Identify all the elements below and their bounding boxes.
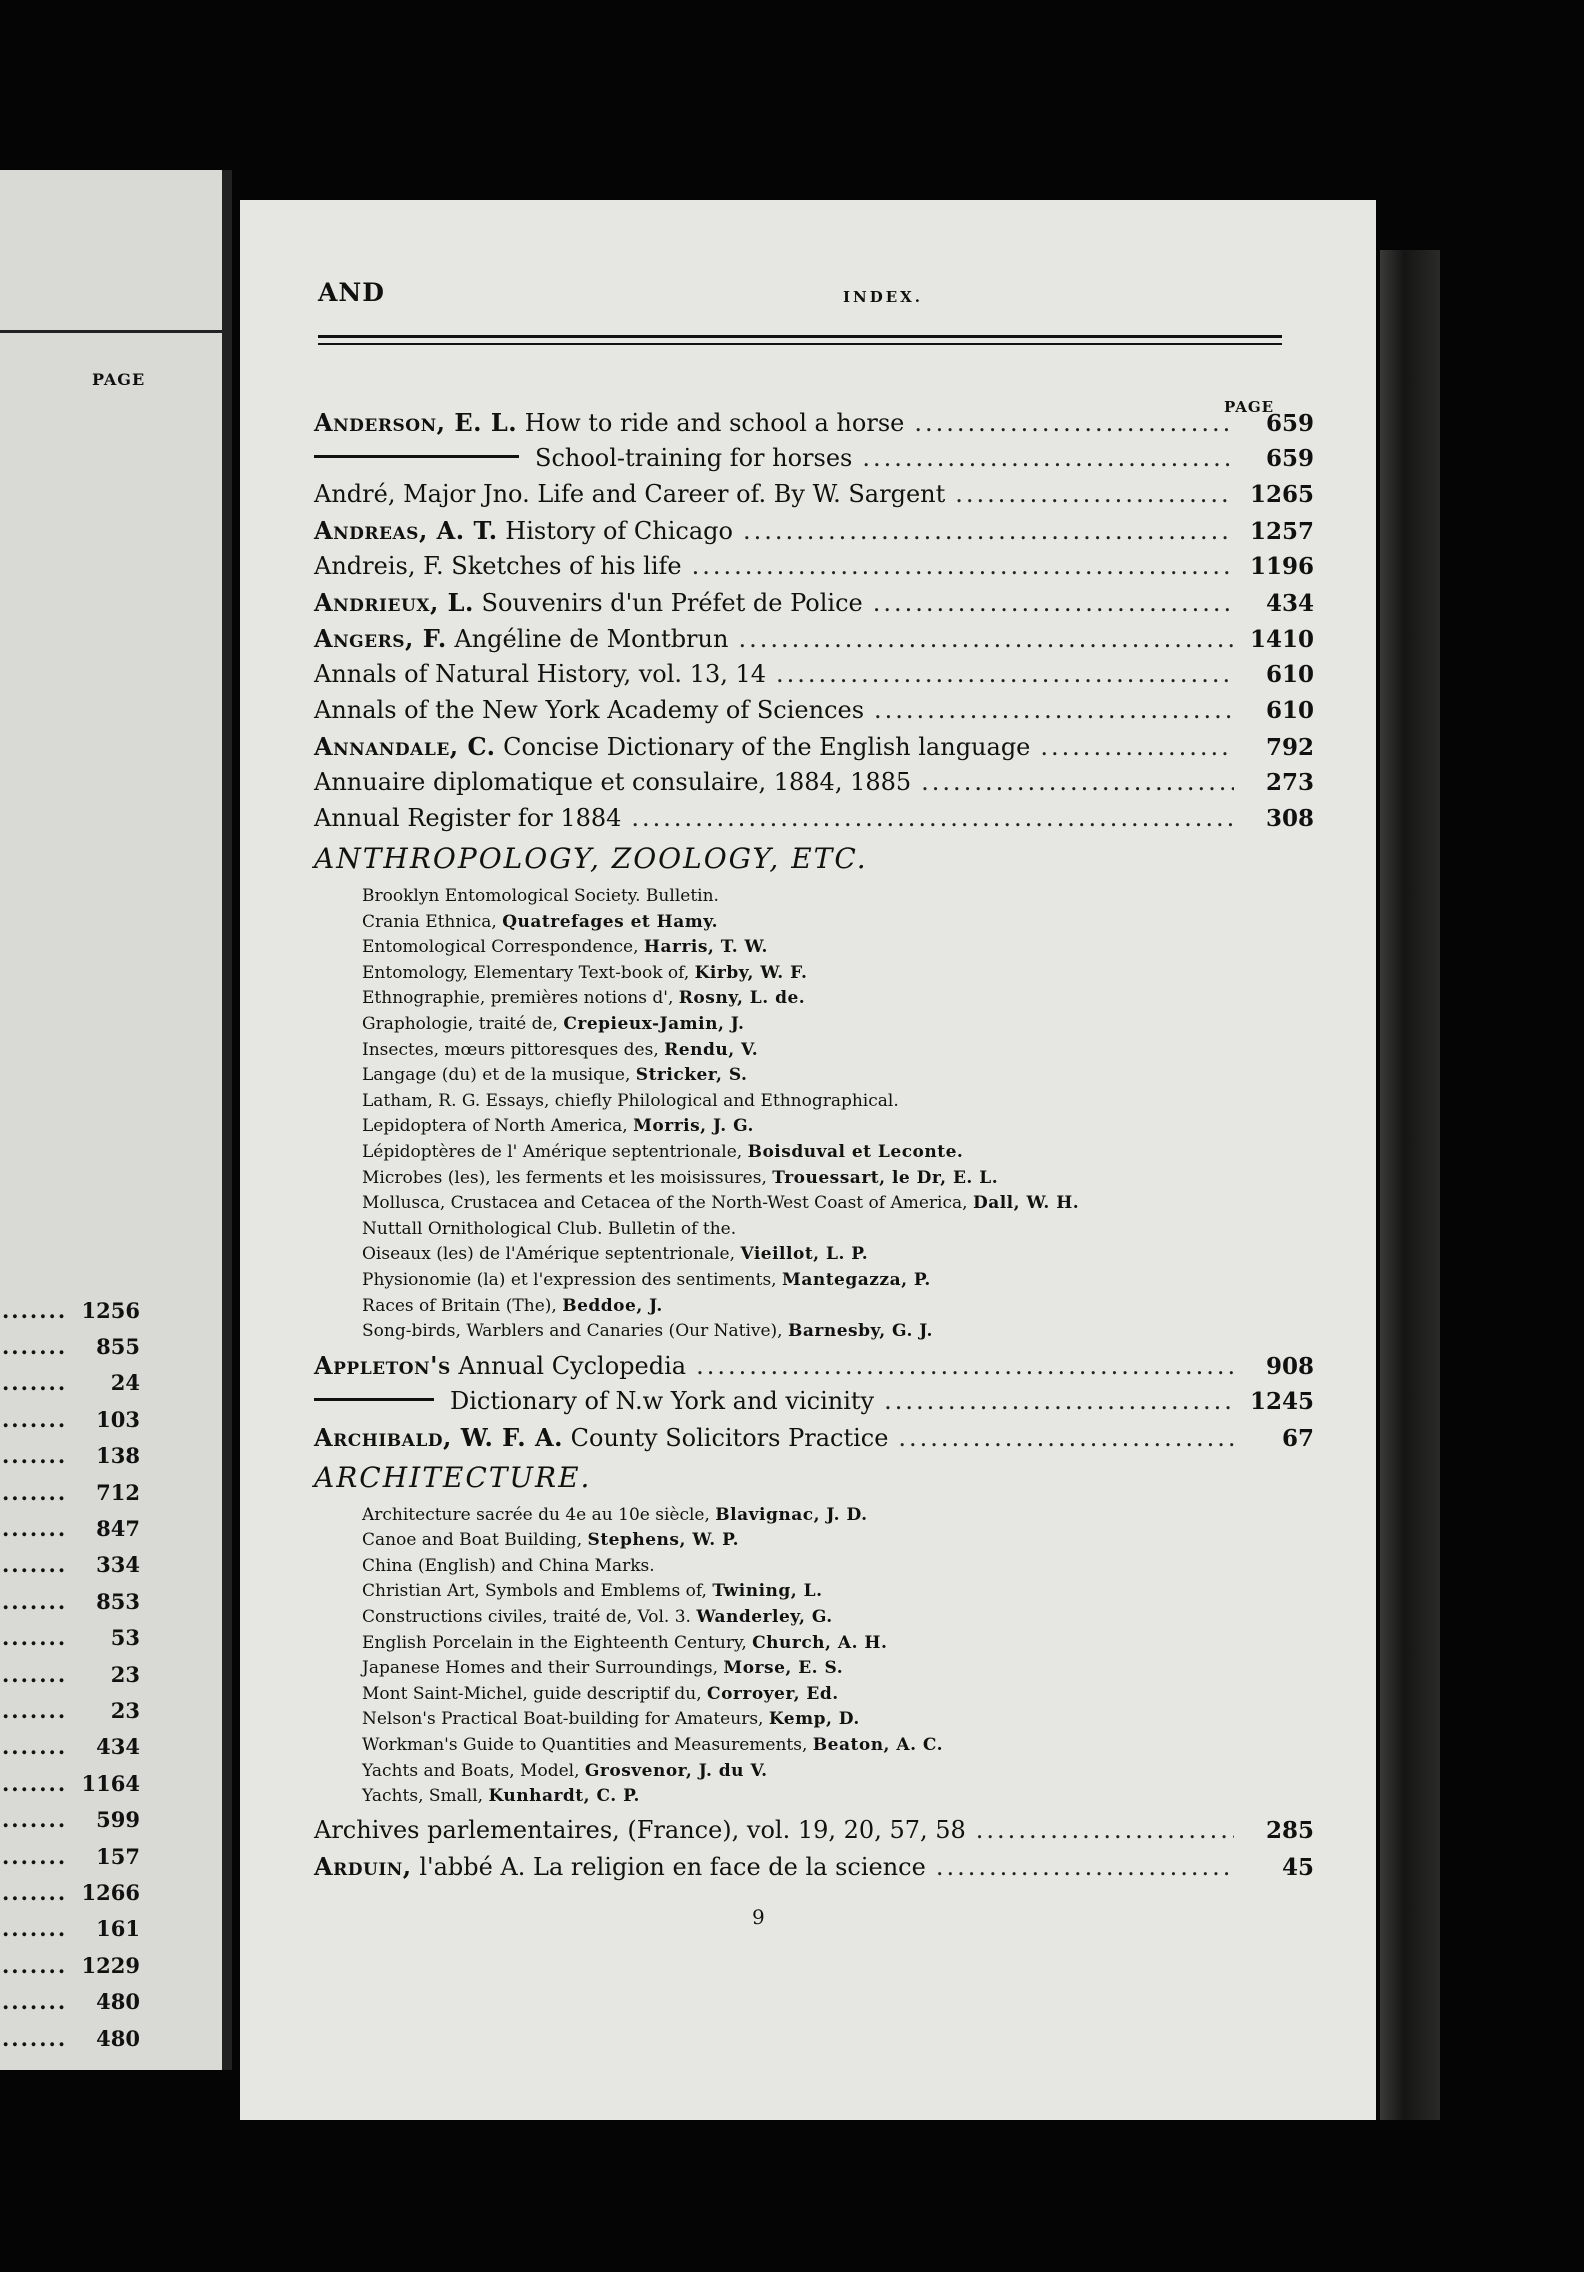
- dot-leader: [873, 589, 1234, 617]
- sub-entry-author: Wanderley, G.: [696, 1607, 833, 1628]
- sub-entry: [362, 1503, 1314, 1529]
- sub-entry-title: Yachts and Boats, Model,: [362, 1760, 580, 1781]
- sub-entry-author: Barnesby, G. J.: [788, 1321, 933, 1342]
- sub-entry-title: Races of Britain (The),: [362, 1295, 557, 1316]
- sub-entry-title: Mont Saint-Michel, guide descriptif du,: [362, 1683, 702, 1704]
- sub-entry-author: Rendu, V.: [664, 1039, 759, 1060]
- left-row-page-number: 599: [96, 1807, 140, 1833]
- left-row-page-number: 480: [96, 1989, 140, 2015]
- entry-page-number: 273: [1265, 769, 1314, 796]
- index-entry: [314, 480, 1314, 516]
- left-page-row: [0, 1911, 210, 1947]
- sub-entry-title: Yachts, Small,: [362, 1786, 484, 1807]
- page-title: INDEX.: [843, 288, 924, 306]
- sub-entry: [362, 1012, 1314, 1038]
- entry-page-number: 908: [1265, 1352, 1314, 1380]
- entry-title: Archives parlementaires, (France), vol. 19, 20, 57, 58: [314, 1815, 966, 1844]
- index-entry: [314, 516, 1314, 552]
- sub-entry-title: Nelson's Practical Boat-building for Amateurs,: [362, 1709, 764, 1730]
- entry-title: Annals of the New York Academy of Sciences: [314, 696, 865, 724]
- left-page-row: [0, 1801, 210, 1837]
- dot-leader: [936, 1853, 1234, 1881]
- left-page-row: [0, 1328, 210, 1364]
- left-row-leader: .......: [2, 1879, 68, 1905]
- left-row-leader: .......: [2, 1552, 68, 1578]
- entry-title: Annals of Natural History, vol. 13, 14: [314, 660, 767, 688]
- left-row-leader: .......: [2, 1770, 68, 1796]
- sub-entry-author: Dall, W. H.: [972, 1193, 1080, 1214]
- left-row-leader: .......: [2, 1916, 68, 1942]
- sub-entry: [362, 1605, 1314, 1631]
- dot-leader: [862, 444, 1234, 472]
- entry-lead: [314, 444, 852, 472]
- left-row-leader: .......: [2, 1952, 68, 1978]
- page-column-header: PAGE: [1224, 398, 1275, 416]
- left-row-leader: .......: [2, 1807, 68, 1833]
- sub-entry-title: Lépidoptères de l' Amérique septentrionale,: [362, 1141, 743, 1162]
- left-page-row: [0, 1765, 210, 1801]
- index-entry: [314, 1816, 1314, 1852]
- entry-author: Angers, F.: [314, 624, 447, 653]
- left-page-row: [0, 1365, 210, 1401]
- dot-leader: [898, 1424, 1234, 1452]
- sub-entry-author: Beaton, A. C.: [812, 1735, 944, 1756]
- entry-title: School-training for horses: [535, 444, 853, 472]
- sub-entry-title: Microbes (les), les ferments et les moisissures,: [362, 1167, 767, 1188]
- sub-entry: [362, 1554, 1314, 1580]
- entry-lead: [314, 1387, 874, 1415]
- dot-leader: [914, 409, 1234, 437]
- sub-entry-author: Mantegazza, P.: [782, 1269, 931, 1290]
- left-page-row: [0, 1947, 210, 1983]
- entry-author: Appleton's: [314, 1350, 451, 1380]
- entry-lead: [314, 660, 766, 688]
- entry-lead: [314, 552, 682, 580]
- left-row-page-number: 161: [96, 1916, 140, 1942]
- index-entry: [314, 1351, 1314, 1387]
- left-row-page-number: 847: [96, 1516, 140, 1542]
- entry-lead: [314, 588, 863, 617]
- sub-entry-title: Ethnographie, premières notions d',: [362, 988, 674, 1009]
- index-entry: [314, 444, 1314, 480]
- index-page: [240, 200, 1376, 2120]
- dot-leader: [884, 1387, 1234, 1415]
- entry-lead: [314, 732, 1030, 761]
- sub-entry: [362, 1528, 1314, 1554]
- entry-title: Annual Cyclopedia: [458, 1351, 687, 1380]
- entry-page-number: 434: [1265, 590, 1314, 617]
- sub-entry: [362, 884, 1314, 910]
- entry-title: Andreis, F. Sketches of his life: [314, 552, 682, 580]
- left-row-page-number: 434: [96, 1734, 140, 1760]
- architecture-list: [314, 1503, 1314, 1810]
- sub-entry-title: Lepidoptera of North America,: [362, 1116, 628, 1137]
- left-row-page-number: 334: [96, 1552, 140, 1578]
- sub-entry: [362, 986, 1314, 1012]
- left-row-leader: .......: [2, 1843, 68, 1869]
- ditto-dash: [314, 455, 519, 458]
- entry-page-number: 285: [1265, 1816, 1314, 1844]
- left-row-page-number: 1229: [81, 1952, 140, 1978]
- dot-leader: [955, 480, 1234, 508]
- index-entry: [314, 588, 1314, 624]
- dot-leader: [776, 660, 1234, 688]
- left-page-numbers: [0, 1292, 210, 2056]
- left-row-page-number: 157: [96, 1843, 140, 1869]
- left-row-leader: .......: [2, 1588, 68, 1614]
- left-page-row: [0, 1656, 210, 1692]
- entry-page-number: 792: [1265, 734, 1314, 761]
- sub-entry-title: Crania Ethnica,: [362, 911, 497, 932]
- left-row-leader: .......: [2, 1989, 68, 2015]
- left-row-leader: .......: [2, 1370, 68, 1396]
- left-page-row: [0, 1292, 210, 1328]
- left-page-row: [0, 1401, 210, 1437]
- entry-title: Angéline de Montbrun: [454, 625, 729, 653]
- page-folio: 9: [752, 1905, 765, 1929]
- entry-author: Annandale, C.: [314, 732, 496, 761]
- sub-entry-author: Rosny, L. de.: [678, 988, 806, 1009]
- entry-page-number: 67: [1281, 1424, 1314, 1452]
- book-page-edge: [1380, 250, 1440, 2120]
- left-page-row: [0, 1983, 210, 2019]
- sub-entry-author: Boisduval et Leconte.: [747, 1141, 964, 1162]
- index-entry: [314, 804, 1314, 840]
- entry-lead: [314, 516, 733, 545]
- index-entry: [314, 732, 1314, 768]
- sub-entry: [362, 910, 1314, 936]
- dot-leader: [1040, 733, 1234, 761]
- left-row-page-number: 138: [96, 1443, 140, 1469]
- left-row-leader: .......: [2, 1516, 68, 1542]
- entry-lead: [314, 696, 864, 724]
- entry-page-number: 45: [1281, 1853, 1314, 1881]
- left-row-leader: .......: [2, 1443, 68, 1469]
- sub-entry: [362, 1140, 1314, 1166]
- sub-entry-title: Canoe and Boat Building,: [362, 1530, 583, 1551]
- sub-entry-title: Brooklyn Entomological Society. Bulletin.: [362, 886, 719, 906]
- entry-title: How to ride and school a horse: [524, 409, 905, 437]
- entry-lead: [314, 408, 904, 437]
- entry-group-top: [314, 408, 1314, 840]
- sub-entry-title: English Porcelain in the Eighteenth Century,: [362, 1632, 747, 1653]
- sub-entry: [362, 1242, 1314, 1268]
- sub-entry-title: Japanese Homes and their Surroundings,: [362, 1658, 718, 1679]
- sub-entry: [362, 1063, 1314, 1089]
- entry-group-bottom: [314, 1816, 1314, 1888]
- sub-entry: [362, 961, 1314, 987]
- entry-lead: [314, 1351, 686, 1380]
- entry-page-number: 659: [1265, 445, 1314, 472]
- sub-entry: [362, 1038, 1314, 1064]
- sub-entry-author: Morse, E. S.: [723, 1658, 844, 1679]
- sub-entry-title: China (English) and China Marks.: [362, 1555, 655, 1576]
- sub-entry-author: Blavignac, J. D.: [715, 1504, 868, 1525]
- entry-page-number: 308: [1265, 805, 1314, 832]
- left-row-page-number: 23: [110, 1661, 140, 1687]
- ditto-dash: [314, 1398, 434, 1401]
- entry-page-number: 659: [1265, 410, 1314, 437]
- sub-entry-author: Quatrefages et Hamy.: [502, 911, 719, 932]
- entry-author: Andreas, A. T.: [314, 516, 498, 545]
- sub-entry: [362, 1089, 1314, 1115]
- left-row-leader: .......: [2, 1734, 68, 1760]
- sub-entry: [362, 935, 1314, 961]
- entry-page-number: 1265: [1249, 481, 1314, 508]
- left-page-row: [0, 1838, 210, 1874]
- entry-author: Anderson, E. L.: [314, 408, 518, 437]
- entry-lead: [314, 768, 911, 796]
- dot-leader: [874, 696, 1234, 724]
- index-entries: [314, 408, 1314, 1888]
- index-entry: [314, 660, 1314, 696]
- left-row-page-number: 53: [110, 1625, 140, 1651]
- header-double-rule: [318, 335, 1282, 345]
- sub-entry-title: Workman's Guide to Quantities and Measurements,: [362, 1735, 808, 1756]
- entry-title: l'abbé A. La religion en face de la science: [419, 1852, 926, 1881]
- sub-entry-title: Christian Art, Symbols and Emblems of,: [362, 1581, 707, 1602]
- dot-leader: [743, 517, 1234, 545]
- entry-lead: [314, 1423, 888, 1452]
- sub-entry-author: Corroyer, Ed.: [707, 1683, 839, 1704]
- section-heading-anthropology: ANTHROPOLOGY, ZOOLOGY, ETC.: [314, 842, 868, 875]
- left-page-row: [0, 1620, 210, 1656]
- sub-entry-title: Constructions civiles, traité de, Vol. 3.: [362, 1607, 691, 1628]
- index-entry: [314, 696, 1314, 732]
- sub-entry: [362, 1707, 1314, 1733]
- left-row-page-number: 1256: [81, 1297, 140, 1323]
- entry-page-number: 1410: [1249, 626, 1314, 653]
- left-facing-page: [0, 170, 232, 2070]
- entry-title: County Solicitors Practice: [570, 1423, 889, 1452]
- sub-entry-title: Langage (du) et de la musique,: [362, 1065, 631, 1086]
- entry-group-mid: [314, 1351, 1314, 1459]
- guide-word: AND: [318, 278, 385, 307]
- left-row-leader: .......: [2, 2025, 68, 2051]
- sub-entry-author: Church, A. H.: [752, 1632, 888, 1653]
- entry-title: Dictionary of N.w York and vicinity: [450, 1386, 875, 1415]
- sub-entry-author: Grosvenor, J. du V.: [584, 1760, 768, 1781]
- left-row-page-number: 103: [96, 1406, 140, 1432]
- entry-author: Andrieux, L.: [314, 588, 474, 617]
- section-heading-architecture: ARCHITECTURE.: [314, 1460, 592, 1494]
- sub-entry-title: Entomology, Elementary Text-book of,: [362, 962, 690, 983]
- anthropology-list: [314, 884, 1314, 1345]
- left-page-row: [0, 1692, 210, 1728]
- sub-entry-title: Insectes, mœurs pittoresques des,: [362, 1039, 659, 1060]
- left-page-column-header: PAGE: [92, 370, 146, 389]
- entry-title: Annuaire diplomatique et consulaire, 1884, 1885: [314, 768, 912, 796]
- sub-entry-author: Stricker, S.: [635, 1065, 748, 1086]
- left-row-page-number: 853: [96, 1588, 140, 1614]
- sub-entry-author: Trouessart, le Dr, E. L.: [772, 1167, 999, 1188]
- left-row-leader: .......: [2, 1479, 68, 1505]
- sub-entry-author: Kirby, W. F.: [694, 962, 808, 983]
- left-row-page-number: 23: [110, 1697, 140, 1723]
- left-page-row: [0, 1438, 210, 1474]
- sub-entry-title: Song-birds, Warblers and Canaries (Our Native),: [362, 1321, 783, 1342]
- left-row-page-number: 712: [96, 1479, 140, 1505]
- entry-lead: [314, 480, 945, 508]
- index-entry: [314, 768, 1314, 804]
- sub-entry: [362, 1631, 1314, 1657]
- entry-author: Archibald, W. F. A.: [314, 1422, 563, 1452]
- sub-entry-author: Vieillot, L. P.: [740, 1244, 869, 1265]
- sub-entry-title: Physionomie (la) et l'expression des sentiments,: [362, 1269, 777, 1290]
- sub-entry: [362, 1656, 1314, 1682]
- left-row-leader: .......: [2, 1697, 68, 1723]
- left-page-row: [0, 2020, 210, 2056]
- sub-entry-title: Oiseaux (les) de l'Amérique septentrionale,: [362, 1244, 736, 1265]
- left-row-page-number: 1266: [81, 1879, 140, 1905]
- sub-entry-title: Mollusca, Crustacea and Cetacea of the North-West Coast of America,: [362, 1193, 968, 1214]
- dot-leader: [976, 1816, 1234, 1844]
- running-head: [318, 278, 1336, 318]
- left-page-row: [0, 1510, 210, 1546]
- entry-page-number: 1196: [1249, 553, 1314, 580]
- index-entry: [314, 552, 1314, 588]
- sub-entry-author: Kemp, D.: [768, 1709, 860, 1730]
- sub-entry-author: Twining, L.: [712, 1581, 823, 1602]
- entry-page-number: 610: [1265, 697, 1314, 724]
- entry-page-number: 1257: [1249, 518, 1314, 545]
- left-row-leader: .......: [2, 1334, 68, 1360]
- left-row-page-number: 480: [96, 2025, 140, 2051]
- left-row-leader: .......: [2, 1297, 68, 1323]
- dot-leader: [921, 768, 1234, 796]
- sub-entry: [362, 1733, 1314, 1759]
- index-entry: [314, 408, 1314, 444]
- index-entry: [314, 1387, 1314, 1423]
- sub-entry: [362, 1217, 1314, 1243]
- sub-entry: [362, 1759, 1314, 1785]
- sub-entry: [362, 1784, 1314, 1810]
- sub-entry: [362, 1268, 1314, 1294]
- sub-entry-title: Nuttall Ornithological Club. Bulletin of the.: [362, 1218, 737, 1239]
- sub-entry: [362, 1682, 1314, 1708]
- entry-lead: [314, 1852, 926, 1881]
- left-row-page-number: 1164: [81, 1770, 140, 1796]
- sub-entry-author: Crepieux-Jamin, J.: [563, 1013, 745, 1034]
- index-entry: [314, 624, 1314, 660]
- dot-leader: [696, 1352, 1234, 1380]
- entry-author: Arduin,: [314, 1851, 412, 1881]
- entry-lead: [314, 624, 728, 653]
- sub-entry-title: Entomological Correspondence,: [362, 937, 639, 958]
- sub-entry-author: Harris, T. W.: [643, 937, 768, 958]
- sub-entry: [362, 1114, 1314, 1140]
- entry-title: Annual Register for 1884: [314, 804, 622, 832]
- sub-entry-title: Graphologie, traité de,: [362, 1013, 558, 1034]
- entry-title: History of Chicago: [505, 517, 733, 545]
- index-entry: [314, 1852, 1314, 1888]
- sub-entry-author: Beddoe, J.: [562, 1295, 663, 1316]
- entry-title: Souvenirs d'un Préfet de Police: [481, 589, 863, 617]
- sub-entry: [362, 1319, 1314, 1345]
- left-page-row: [0, 1729, 210, 1765]
- left-page-row: [0, 1583, 210, 1619]
- left-page-rule: [0, 330, 222, 333]
- sub-entry-author: Stephens, W. P.: [587, 1530, 739, 1551]
- sub-entry-title: Architecture sacrée du 4e au 10e siècle,: [362, 1504, 710, 1525]
- sub-entry-author: Morris, J. G.: [633, 1116, 754, 1137]
- dot-leader: [631, 804, 1234, 832]
- entry-lead: [314, 1816, 966, 1844]
- sub-entry: [362, 1294, 1314, 1320]
- entry-page-number: 610: [1265, 661, 1314, 688]
- sub-entry-title: Latham, R. G. Essays, chiefly Philological and Ethnographical.: [362, 1090, 899, 1111]
- left-row-leader: .......: [2, 1625, 68, 1651]
- sub-entry-author: Kunhardt, C. P.: [488, 1786, 640, 1807]
- sub-entry: [362, 1166, 1314, 1192]
- left-page-row: [0, 1874, 210, 1910]
- left-row-leader: .......: [2, 1661, 68, 1687]
- left-page-row: [0, 1547, 210, 1583]
- sub-entry: [362, 1579, 1314, 1605]
- dot-leader: [692, 552, 1234, 580]
- sub-entry: [362, 1191, 1314, 1217]
- left-row-leader: .......: [2, 1406, 68, 1432]
- dot-leader: [738, 625, 1234, 653]
- entry-lead: [314, 804, 621, 832]
- left-row-page-number: 24: [110, 1370, 140, 1396]
- left-row-page-number: 855: [96, 1334, 140, 1360]
- left-page-row: [0, 1474, 210, 1510]
- index-entry: [314, 1423, 1314, 1459]
- entry-title: André, Major Jno. Life and Career of. By W. Sargent: [314, 480, 946, 508]
- entry-title: Concise Dictionary of the English language: [503, 733, 1031, 761]
- entry-page-number: 1245: [1249, 1387, 1314, 1415]
